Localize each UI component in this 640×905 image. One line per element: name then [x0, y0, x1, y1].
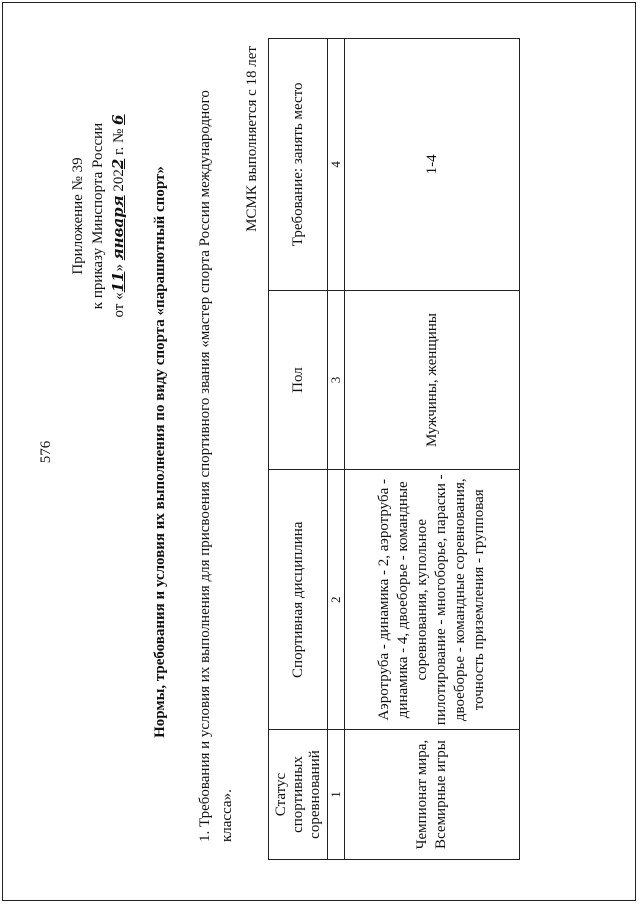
column-number: 1 — [328, 730, 345, 860]
header-gender: Пол — [269, 290, 328, 470]
header-place: Требование: занять место — [269, 39, 328, 291]
order-year-digit: 2 — [109, 158, 127, 170]
cell-gender: Мужчины, женщины — [345, 290, 520, 470]
intro-paragraph: 1. Требования и условия их выполнения для присвоения спортивного звания «мастер спорта России международного класса». — [197, 90, 235, 842]
order-day: 11 — [109, 271, 127, 293]
table-row — [345, 39, 520, 860]
header-discipline: Спортивная дисциплина — [269, 470, 328, 730]
order-number: 6 — [109, 114, 127, 125]
document-title: Нормы, требования и условия их выполнения по виду спорта «парашютный спорт» — [152, 166, 168, 738]
column-number: 4 — [328, 39, 345, 291]
column-numbers-row — [328, 39, 345, 860]
column-number: 3 — [328, 290, 345, 470]
appendix-line-1: Приложение № 39 — [70, 157, 86, 275]
cell-status: Чемпионат мира, Всемирные игры — [345, 730, 520, 860]
requirements-table — [268, 38, 520, 860]
column-number: 2 — [328, 470, 345, 730]
header-status: Статус спортивных соревнований — [269, 730, 328, 860]
cell-place: 1-4 — [345, 39, 520, 291]
appendix-line-3: от «11» января 2022 г. № 6 — [109, 114, 127, 318]
appendix-line-2: к приказу Минспорта России — [90, 122, 106, 310]
page-number: 576 — [38, 440, 54, 464]
cell-discipline: Аэротруба - динамика - 2, аэротруба - динамика - 4, двоеборье - командные соревнования, купольное пилотирование - многоборье, параски - двоеборье - командные соревнования, точность приземления - групповая — [345, 470, 520, 730]
appendix-header — [68, 66, 129, 366]
age-note: МСМК выполняется с 18 лет — [244, 46, 260, 232]
document-page — [16, 12, 628, 892]
order-month: января — [109, 195, 127, 261]
table-header-row — [269, 39, 328, 860]
